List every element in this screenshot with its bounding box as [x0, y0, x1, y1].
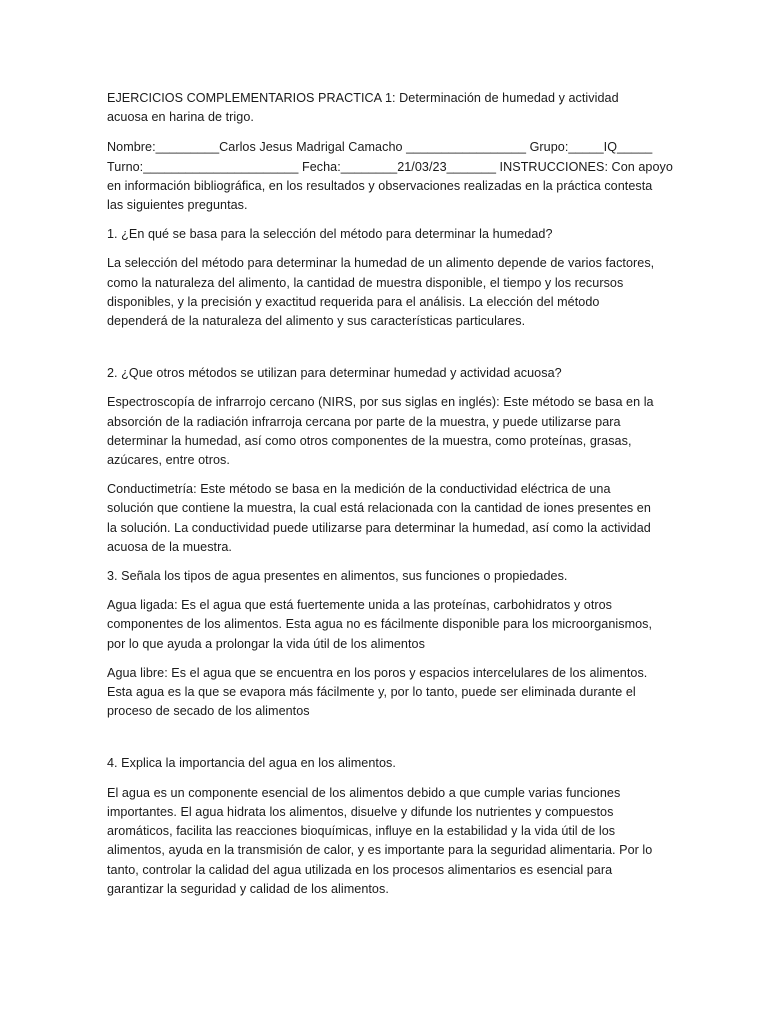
shift-date-line: Turno:______________________ Fecha:________21/03/23_______ INSTRUCCIONES: Con apoyo — [107, 159, 673, 174]
student-header — [107, 138, 673, 215]
answer-3-free-water: Agua libre: Es el agua que se encuentra en los poros y espacios intercelulares de los alimentos. Esta agua es la que se evapora más fácilmente y, por lo tanto, puede ser eliminada durante el proceso de secado de los alimentos — [107, 665, 648, 719]
answer-4: El agua es un componente esencial de los alimentos debido a que cumple varias funciones importantes. El agua hidrata los alimentos, disuelve y difunde los nutrientes y compuestos aromáticos, facilita las reacciones bioquímicas, influye en la estabilidad y la vida útil de los alimentos, ayuda en la transmisión de calor, y es importante para la seguridad alimentaria. Por lo tanto, controlar la calidad del agua utilizada en los procesos alimentarios es esencial para garantizar la seguridad y calidad de los alimentos. — [107, 785, 653, 896]
question-3: 3. Señala los tipos de agua presentes en alimentos, sus funciones o propiedades. — [107, 569, 568, 584]
answer-2-conductimetry: Conductimetría: Este método se basa en la medición de la conductividad eléctrica de una solución que contiene la muestra, la cual está relacionada con la cantidad de iones presentes en la solución. La conductividad puede utilizarse para determinar la humedad, así como la actividad acuosa de la muestra. — [107, 482, 651, 554]
document-body — [107, 89, 673, 909]
question-1: 1. ¿En qué se basa para la selección del método para determinar la humedad? — [107, 227, 553, 242]
document-title: EJERCICIOS COMPLEMENTARIOS PRACTICA 1: Determinación de humedad y actividad acuosa en harina de trigo. — [107, 91, 619, 125]
name-group-line: Nombre:_________Carlos Jesus Madrigal Camacho _________________ Grupo:_____IQ_____ — [107, 140, 653, 155]
question-2: 2. ¿Que otros métodos se utilizan para determinar humedad y actividad acuosa? — [107, 366, 562, 381]
instructions-text: en información bibliográfica, en los resultados y observaciones realizadas en la práctica contesta las siguientes preguntas. — [107, 178, 653, 213]
answer-1: La selección del método para determinar la humedad de un alimento depende de varios factores, como la naturaleza del alimento, la cantidad de muestra disponible, el tiempo y los recursos disponibles, y la precisión y exactitud requerida para el análisis. La elección del método dependerá de la naturaleza del alimento y sus características particulares. — [107, 256, 655, 329]
answer-3-bound-water: Agua ligada: Es el agua que está fuertemente unida a las proteínas, carbohidratos y otros componentes de los alimentos. Esta agua no es fácilmente disponible para los microorganismos, por lo que ayuda a prolongar la vida útil de los alimentos — [107, 598, 653, 651]
answer-2-nirs: Espectroscopía de infrarrojo cercano (NIRS, por sus siglas en inglés): Este método se basa en la absorción de la radiación infrarroja cercana por parte de la muestra, y puede utilizarse para determinar la humedad, así como otros componentes de la muestra, como proteínas, grasas, azúcares, entre otros. — [107, 395, 654, 468]
question-4: 4. Explica la importancia del agua en los alimentos. — [107, 756, 396, 771]
